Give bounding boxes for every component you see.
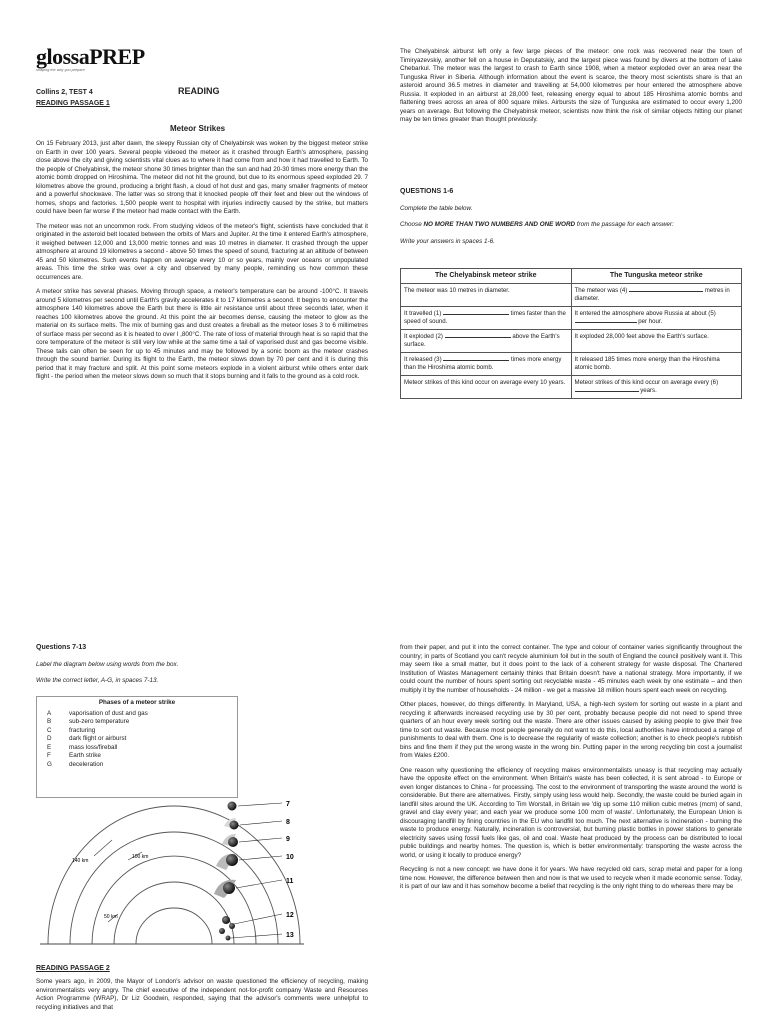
- meteor-phase-10: [226, 854, 238, 866]
- table-header-tunguska: The Tunguska meteor strike: [571, 269, 742, 284]
- table-row: [401, 353, 742, 376]
- answer-blank-2[interactable]: [445, 337, 511, 338]
- cell-text: Meteor strikes of this kind occur on average every (6): [574, 379, 719, 386]
- questions-7-13-block: [36, 644, 368, 694]
- phase-letter: C: [47, 726, 52, 734]
- table-cell: [571, 284, 742, 307]
- table-cell: The meteor was 10 metres in diameter.: [401, 284, 572, 307]
- passage1-paragraph-2: The meteor was not an uncommon rock. From studying videos of the meteor's flight, scientists have concluded that it originated in the asteroid belt located between the orbits of Mars and Jupiter. At the time it entered Earth's atmosphere, it weighed between 12,000 and 13,000 metric tonnes and was 10 metres in diameter. It crashed through the upper atmosphere at around 19 kilometres a second - above 50 times the speed of sound, fracturing at an altitude of between 45 and 50 kilometres. Such events happen on average every 10 or so years, mainly over oceans or unpopulated areas. This time the strike was over a city and observed by many people, reminding us how common these occurrences are.: [36, 222, 368, 281]
- pointer-line-12: [234, 914, 282, 924]
- list-item: [37, 761, 237, 770]
- table-cell: [571, 376, 742, 399]
- table-row: [401, 284, 742, 307]
- phase-letter: F: [47, 752, 51, 759]
- page-top: [0, 0, 768, 505]
- phases-box-title: Phases of a meteor strike: [98, 699, 176, 706]
- brand-tagline: shaping the way you prepare: [36, 68, 85, 72]
- passage2-column-right: [400, 644, 742, 1024]
- questions-1-6-block: [400, 188, 742, 254]
- label-100km: 100 km: [132, 854, 149, 860]
- table-row: [401, 376, 742, 399]
- passage2-label: READING PASSAGE 2: [36, 965, 110, 972]
- meteor-phase-8: [230, 821, 239, 830]
- passage1-paragraph-1: On 15 February 2013, just after dawn, the sleepy Russian city of Chelyabinsk was woken by the biggest meteor strike on Earth in over 100 years. Several people videoed the meteor as it crashed through Earth's atmosphere, passing close above the city and giving scientists vital clues as to where it had come from and how it had travelled to Earth. To the people of Chelyabinsk, the meteor shone 30 times brighter than the sun and had 20-30 times more energy than the atomic bomb dropped on Hiroshima. The meteor did not hit the ground, but due to its enormous speed exploded 29. 7 kilometres above the ground, producing a bright flash, a cloud of hot dust and gas, many smaller fragments of meteor and a powerful shockwave. The latter was so strong that it knocked people off their feet and blew out the windows of homes, shops and factories. 1,500 people went to hospital with injuries indirectly caused by the strike, but matters could have been far worse if the meteor had made contact with the Earth.: [36, 140, 368, 215]
- phase-letter: G: [47, 760, 52, 768]
- instr2-post: from the passage for each answer:: [575, 221, 674, 228]
- meteor-fragment: [222, 916, 230, 924]
- diagram-number-12: 12: [286, 912, 294, 919]
- questions-1-6-instruction-1: Complete the table below.: [400, 204, 473, 212]
- atmosphere-arc-100km: [70, 832, 278, 944]
- table-header-chelyabinsk: The Chelyabinsk meteor strike: [401, 269, 572, 284]
- diagram-number-9: 9: [286, 836, 290, 843]
- list-item: [37, 752, 237, 761]
- phase-text: sub-zero temperature: [69, 718, 130, 725]
- meteor-fragment: [219, 928, 225, 934]
- passage2-column-left: [36, 978, 368, 1024]
- pointer-line-13: [231, 934, 282, 938]
- table-cell: [401, 307, 572, 330]
- meteor-phase-11: [223, 882, 235, 894]
- questions-7-13-instruction-2: Write the correct letter, A-G, in spaces 7-13.: [36, 677, 159, 684]
- list-item: [37, 718, 237, 727]
- diagram-number-10: 10: [286, 854, 294, 861]
- atmosphere-arc-140km: [48, 806, 300, 944]
- cell-text: years.: [640, 387, 657, 394]
- cell-text: The meteor was (4): [574, 287, 628, 294]
- label-140km: 140 km: [72, 858, 89, 864]
- pointer-line-7: [238, 803, 282, 806]
- questions-1-6-instruction-2: [400, 221, 742, 230]
- meteor-fragment: [226, 936, 231, 941]
- questions-7-13-heading: Questions 7-13: [36, 644, 87, 651]
- brand-logo: glossaPREP: [36, 44, 145, 69]
- table-cell: [401, 353, 572, 376]
- instr2-bold: NO MORE THAN TWO NUMBERS AND ONE WORD: [423, 221, 576, 228]
- list-item: [37, 744, 237, 753]
- phase-text: fracturing: [69, 726, 96, 734]
- passage1-paragraph-3: A meteor strike has several phases. Moving through space, a meteor's temperature can be around -100°C. It travels around 5 kilometres per second until Earth's gravity accelerates it to 17 kilometres a second. It begins to encounter the atmosphere 140 kilometres above the Earth but there is little air resistance until about three seconds later, when it reaches 100 kilometres above the ground. At this point the air becomes dense, causing the meteor to glow as the material on its surface melts. The mix of burning gas and dust creates a fireball as the meteor loses 3 to 6 millimetres of surface mass per second as it is heated to over l ,800°C. The rate of loss of material through heat is so rapid that the core temperature of the meteor is still very low while at the same time a tail of vaporised dust and gas become visible. These tails can often be seen for up to 45 minutes and may be followed by a sonic boom as the meteor crashes through the sound barrier. During its flight to the Earth, the meteor slows down by 70 per cent and it is during this period that it may fracture and split. At this point some meteors explode in a violent airburst while others enter dark flight - the period when the meteor slows down so much that it stops burning and it falls to the ground as a cold rock.: [36, 288, 368, 380]
- table-header-row: [401, 269, 742, 284]
- phase-text: mass loss/fireball: [69, 743, 118, 751]
- questions-7-13-instruction-1: Label the diagram below using words from the box.: [36, 660, 179, 668]
- cell-text: per hour.: [638, 318, 663, 325]
- list-item: [37, 727, 237, 736]
- list-item: [37, 710, 237, 719]
- answer-blank-1[interactable]: [443, 314, 509, 315]
- pointer-line-11: [236, 880, 282, 888]
- questions-1-6-heading: QUESTIONS 1-6: [400, 188, 454, 195]
- passage2-paragraph-3: Other places, however, do things differently. In Maryland, USA, a high-tech system for sorting out waste in a plant and recycling it afterwards increased recycling use by 30 per cent, probably because people did not need to spend three quarters of an hour every week sorting out the waste. There are other issues caused by asking people to give their free time to sort out waste. Because most people generally do not want to do this, local authorities have introduced a range of punishments to deal with them. One is to decrease the regularity of waste collection; another is to check people's rubbish bins and fine them if they put the wrong waste in the wrong bin. Putting paper in the wrong recycling bin cost a journalist from Wales £200.: [400, 701, 742, 759]
- passage1-column: [36, 140, 368, 388]
- answer-blank-6[interactable]: [575, 391, 639, 392]
- table-cell: It released 185 times more energy than the Hiroshima atomic bomb.: [571, 353, 742, 376]
- phase-text: vaporisation of dust and gas: [69, 709, 148, 717]
- cell-text: It released (3): [404, 356, 442, 363]
- passage1-title: Meteor Strikes: [170, 124, 226, 133]
- phase-text: dark flight or airburst: [69, 735, 127, 742]
- diagram-number-13: 13: [286, 932, 294, 939]
- diagram-number-11: 11: [286, 878, 294, 885]
- label-50km: 50 km: [104, 914, 118, 920]
- pointer-line-8: [240, 821, 282, 825]
- phase-letter: E: [47, 743, 52, 751]
- answer-blank-4[interactable]: [629, 291, 703, 292]
- answer-table: [400, 268, 742, 399]
- atmosphere-arc-inner: [136, 908, 212, 944]
- passage2-paragraph-1: Some years ago, in 2009, the Mayor of London's advisor on waste questioned the efficiency of recycling, making environmentalists very angry. The chief executive of the independent not-for-profit company Waste and Resources Action Programme (WRAP), Dr Liz Goodwin, responded, saying that the advisor's comments were unhelpful to recycling initiatives and that: [36, 978, 368, 1011]
- meteor-phase-9: [228, 837, 238, 847]
- pointer-line-10: [239, 856, 282, 860]
- phase-letter: D: [47, 735, 52, 742]
- phase-letter: A: [47, 709, 52, 717]
- list-item: [37, 735, 237, 744]
- answer-blank-3[interactable]: [443, 360, 509, 361]
- cell-text: It entered the atmosphere above Russia at about (5): [574, 310, 716, 317]
- table-cell: [401, 330, 572, 353]
- passage2-paragraph-2: from their paper, and put it into the correct container. The type and colour of container varies significantly throughout the country; in parts of Scotland you can't recycle aluminium foil but in the south of England the council positively want it. This may seem like a small matter, but it does point to the lack of a coherent strategy for waste disposal. The Chartered Institution of Wastes Management certainly thinks that Britain doesn't have a national strategy. More importantly, if we could count the number of hours spent sorting out recyclable waste - 45 minutes each week by one estimate – and then multiply it by the number of households - 24 million - we get a massive 18 million hours spent each week on recycling.: [400, 644, 742, 694]
- cell-text: metres in diameter.: [574, 287, 730, 302]
- meteor-phases-diagram: [36, 796, 326, 946]
- cell-text: It exploded (2): [404, 333, 443, 340]
- table-cell: Meteor strikes of this kind occur on average every 10 years.: [401, 376, 572, 399]
- atmosphere-arc-mid: [92, 856, 256, 944]
- diagram-number-7: 7: [286, 801, 290, 808]
- phase-text: deceleration: [69, 760, 104, 768]
- phases-box: [36, 696, 238, 798]
- passage2-paragraph-4: One reason why questioning the efficiency of recycling makes environmentalists uneasy is that recycling may actually have the opposite effect on the environment. When Britain's waste has been collected, it is sent abroad - to Europe or even longer distances to China - for processing. The cost to the environment of transporting the waste around the world is considerable. But there are alternatives. Firstly, simply using less would help. Secondly, the waste could be buried again in landfill sites around the UK. According to Tim Worstall, in Britain we 'dig up some 110 million cubic metres (mcm) of sand, gravel and clay every year; and each year we produce some 100 mcm of waste'. Unfortunately, the European Union is discouraging landfill by fining countries in the EU who landfill too much. The next alternative is incineration - burning the waste to produce energy. Naturally, incineration is controversial, but burning plastic bottles in power stations to generate electricity saves using fossil fuels like gas, oil and coal. Waste heat produced by the process can be distributed to local public buildings and nearby homes. The question is, which is better environmentally: transporting the waste across the world, or using it locally to produce energy?: [400, 766, 742, 859]
- test-label: Collins 2, TEST 4: [36, 89, 93, 96]
- cell-text: It travelled (1): [404, 310, 442, 317]
- cell-text: times more energy than the Hiroshima atomic bomb.: [404, 356, 562, 371]
- passage2-paragraph-5: Recycling is not a new concept: we have done it for years. We have recycled old cars, scrap metal and paper for a long time now. However, the difference between then and now is that we used to recycle when it made economic sense. Today, it is part of our law and it has somehow become a belief that recycling is the only right thing to do whereas there may be: [400, 866, 742, 890]
- meteor-phase-7: [228, 802, 237, 811]
- table-cell: It exploded 28,000 feet above the Earth's surface.: [571, 330, 742, 353]
- table-cell: [571, 307, 742, 330]
- phase-text: Earth strike: [69, 752, 101, 759]
- diagram-number-8: 8: [286, 819, 290, 826]
- answer-blank-5[interactable]: [575, 322, 637, 323]
- pointer-line-9: [239, 838, 282, 842]
- phase-letter: B: [47, 718, 52, 725]
- leader-line-140km: [94, 840, 112, 856]
- instr2-pre: Choose: [400, 221, 424, 228]
- passage1-paragraph-4: The Chelyabinsk airburst left only a few large pieces of the meteor: one rock was recovered near the town of Timiryazevskiy, another fell on a house in Deputatskiy, and the largest piece was found by divers at the bottom of Lake Chebarkul. The meteor was the largest to crash to Earth since 1908, when a meteor exploded over an area near the Tunguska River in Siberia. Although information about the event is scarce, the theory most scientists share is that an asteroid around 36.5 metres in diameter and travelling at 54,000 kilometres per hour entered the atmosphere above Russia. It exploded in an airburst at 28,000 feet, releasing energy equal to about 185 Hiroshima atomic bombs and flattening trees across an area of 800 square miles. Airbursts the size of Tunguska are estimated to occur every 1,200 years on average. But following the Chelyabinsk meteor, scientists now think the risk of similar objects hitting our planet may be ten times greater than thought previously.: [400, 48, 742, 123]
- cell-text: times faster than the speed of sound.: [404, 310, 566, 325]
- questions-1-6-instruction-3: Write your answers in spaces 1-6.: [400, 237, 495, 245]
- passage1-label: READING PASSAGE 1: [36, 100, 110, 107]
- section-label: READING: [178, 86, 220, 96]
- table-row: [401, 330, 742, 353]
- cell-text: above the Earth's surface.: [404, 333, 560, 348]
- passage1-column-right: [400, 48, 742, 131]
- table-row: [401, 307, 742, 330]
